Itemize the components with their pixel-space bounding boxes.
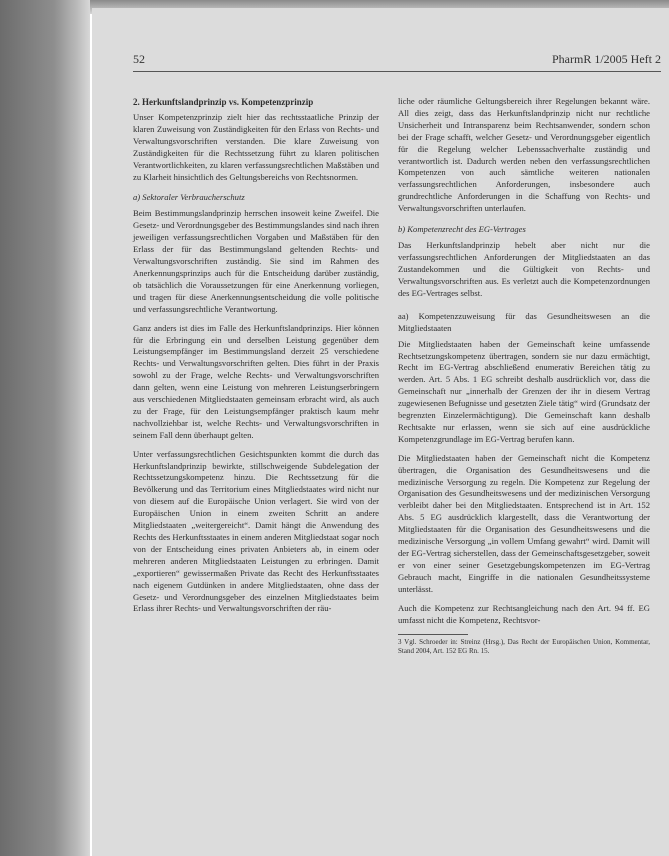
subsubsection-heading: aa) Kompetenzzuweisung für das Gesundheitswesen an die Mitgliedstaaten <box>398 310 650 333</box>
footnote-rule <box>398 634 468 635</box>
subsection-heading: b) Kompetenzrecht des EG-Vertrages <box>398 224 526 235</box>
paragraph: Unser Kompetenzprinzip zielt hier das rechtsstaatliche Prinzip der klaren Zuweisung von Zuständigkeiten für den Erlass von Rechts- und Verwaltungsvorschriften verstanden. Die klare Zuweisung von Zuständigkeiten für die Rechtssetzung führt zu klaren politischen Verantwortlichkeiten, zu klaren verfassungsrechtlichen Maßstäben und zu Klarheit hinsichtlich des Geltungsbereichs von Rechtsnormen. <box>133 112 379 182</box>
subsection-heading: a) Sektoraler Verbraucherschutz <box>133 192 245 203</box>
scan-shadow-left <box>0 0 90 856</box>
header-rule <box>133 71 661 72</box>
section-heading: 2. Herkunftslandprinzip vs. Kompetenzprinzip <box>133 97 314 107</box>
paragraph: Das Herkunftslandprinzip hebelt aber nicht nur die verfassungsrechtlichen Anforderungen der Mitgliedstaaten an das Zustandekommen und die Gültigkeit von Rechts- und Verwaltungsvorschriften aus. Es verletzt auch die Kompetenzordnungen des EG-Vertrages selbst. <box>398 240 650 298</box>
paragraph: liche oder räumliche Geltungsbereich ihrer Regelungen bekannt wäre. All dies zeigt, dass das Herkunftslandprinzip nicht nur rechtliche Unsicherheit und Intransparenz beim Rechtsanwender, sondern schon bei der Frage schafft, welcher Gesetz- und Verordnungsgeber eigentlich für die Regelung welcher Lebenssachverhalte zuständig und verantwortlich ist. Dadurch werden neben den verfassungsrechtlichen Kompetenzen von auch sämtliche weiteren nationalen verfassungsrechtlichen Anforderungen, insbesondere auch grundrechtliche Anforderungen in die Schaffung von Rechts- und Verwaltungsvorschriften unterlaufen. <box>398 96 650 214</box>
left-column <box>133 96 379 622</box>
paragraph: Die Mitgliedstaaten haben der Gemeinschaft keine umfassende Rechtsetzungskompetenz übertragen, sondern sie nur dazu ermächtigt, Recht im EG-Vertrag abschließend enumerativ Bereichen tätig zu werden. Art. 5 Abs. 1 EG schreibt deshalb ausdrücklich vor, dass die Gemeinschaft nur „innerhalb der Grenzen der ihr in diesem Vertrag zugewiesenen Befugnisse und gesetzten Ziele tätig“ wird (Grundsatz der begrenzten Einzelermächtigung). Die Gemeinschaft kann deshalb Rechtsakte nur erlassen, wenn sie sich auf eine ausdrückliche Kompetenzgrundlage im EG-Vertrag berufen kann. <box>398 338 650 444</box>
paragraph: Beim Bestimmungslandprinzip herrschen insoweit keine Zweifel. Die Gesetz- und Verordnungsgeber des Bestimmungslandes sind nach ihren jeweiligen verfassungsrechtlichen Vorgaben und Maßstäben für den Erlass der für das Bestimmungsland geltenden Rechts- und Verwaltungsvorschriften zuständig. Sie sind im Rahmen des Anerkennungsprinzips auch für die Entscheidung darüber zuständig, ob tatsächlich die Voraussetzungen für eine Anerkennung vorliegen, und tragen für diese Anerkennungsentscheidung die volle politische und verfassungsrechtliche Verantwortung. <box>133 208 379 314</box>
paragraph: Unter verfassungsrechtlichen Gesichtspunkten kommt die durch das Herkunftslandprinzip bewirkte, stillschweigende Subdelegation der Rechtssetzungskompetenz hinzu. Die Rechtssetzung für die Bevölkerung und das Territorium eines Mitgliedstaates wird nicht nur von diesem auf die Europäische Union verlagert. Sie wird von der Europäischen Union in einem zweiten Schritt an andere Mitgliedstaaten „weitergereicht“. Damit hängt die Anwendung des Rechts des Herkunftsstaates in einem anderen Mitgliedstaat sogar noch von der Entscheidung eines privaten Anbieters ab, in einem oder mehreren anderen Mitgliedstaaten Leistungen zu erbringen. Damit „exportieren“ gewissermaßen Private das Recht des Herkunftsstaates nach eigenem Gutdünken in andere Mitgliedstaaten, ohne dass der Gesetz- und Verordnungsgeber des einzelnen Mitgliedstaates beim Erlass ihrer Rechts- und Verwaltungsvorschriften der räu- <box>133 448 379 614</box>
footnote: 3 Vgl. Schroeder in: Streinz (Hrsg.), Das Recht der Europäischen Union, Kommentar, Stand 2004, Art. 152 EG Rn. 15. <box>398 638 650 656</box>
journal-reference: PharmR 1/2005 Heft 2 <box>552 52 661 66</box>
page-number: 52 <box>133 52 145 66</box>
right-column <box>398 96 650 656</box>
paragraph: Ganz anders ist dies im Falle des Herkunftslandprinzips. Hier können für die Erbringung ein und derselben Leistung gegenüber dem Leistungsempfänger im Bestimmungsland derzeit 25 verschiedene Rechts- und Verwaltungsvorschriften gelten. Dies führt in der Praxis sowohl zu der Frage, welche Rechts- und Verwaltungsvorschriften dann gelten, wenn eine Leistung von mehreren Leistungserbringern aus verschiedenen Mitgliedstaaten gemeinsam erbracht wird, als auch zu der Frage, für den Leistungsempfänger praktisch kaum mehr nachvollziehbar ist, welche Rechts- und Verwaltungsvorschriften in seinem Fall denn überhaupt gelten. <box>133 322 379 440</box>
paragraph: Auch die Kompetenz zur Rechtsangleichung nach den Art. 94 ff. EG umfasst nicht die Kompetenz, Rechtsvor- <box>398 602 650 625</box>
paragraph: Die Mitgliedstaaten haben der Gemeinschaft nicht die Kompetenz übertragen, die Organisation des Gesundheitswesens und die medizinische Versorgung zu regeln. Die Kompetenz zur Regelung der Organisation des Gesundheitswesens und der medizinischen Versorgung verbleibt daher bei den Mitgliedstaaten. Entsprechend ist in Art. 152 Abs. 5 EG ausdrücklich klargestellt, dass die Verantwortung der Mitgliedstaaten für die Organisation des Gesundheitswesens und die medizinische Versorgung „in vollem Umfang gewahrt“ wird. Damit will der EG-Vertrag sicherstellen, dass der Gemeinschaftsgesetzgeber, soweit er von einer seiner Gesetzgebungskompetenzen im EG-Vertrag Gebrauch macht, Eingriffe in die nationalen Gesundheitssysteme unterlässt. <box>398 452 650 594</box>
